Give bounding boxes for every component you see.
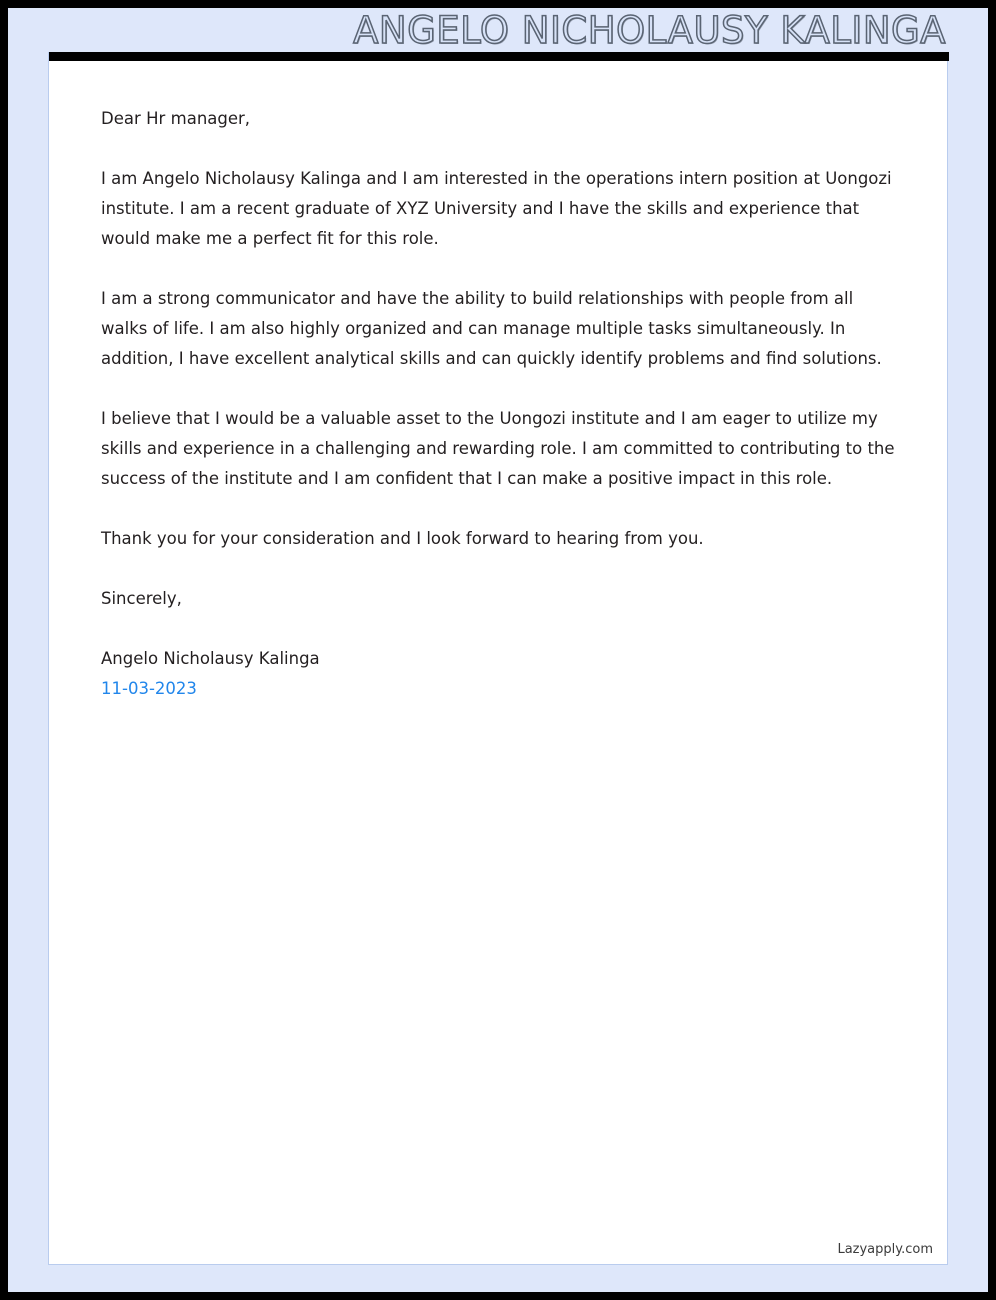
letter-page <box>48 52 948 1265</box>
footer-watermark: Lazyapply.com <box>837 1242 933 1257</box>
letter-body <box>101 104 895 704</box>
spacer <box>101 554 895 584</box>
letter-paragraph-1: I am Angelo Nicholausy Kalinga and I am interested in the operations intern position at Uongozi institute. I am a recent graduate of XYZ University and I have the skills and experience that would make me a perfect fit for this role. <box>101 169 892 248</box>
spacer <box>101 254 895 284</box>
document-frame <box>8 8 988 1292</box>
spacer <box>101 134 895 164</box>
letter-paragraph-4: Thank you for your consideration and I look forward to hearing from you. <box>101 529 704 548</box>
letter-date: 11-03-2023 <box>101 679 197 698</box>
signature-name: Angelo Nicholausy Kalinga <box>101 649 320 668</box>
page-top-rule <box>49 52 949 61</box>
spacer <box>101 614 895 644</box>
spacer <box>101 494 895 524</box>
page-title: ANGELO NICHOLAUSY KALINGA <box>353 8 946 52</box>
letter-paragraph-2: I am a strong communicator and have the ability to build relationships with people from all walks of life. I am also highly organized and can manage multiple tasks simultaneously. In addition, I have excellent analytical skills and can quickly identify problems and find solutions. <box>101 289 882 368</box>
letter-paragraph-3: I believe that I would be a valuable asset to the Uongozi institute and I am eager to utilize my skills and experience in a challenging and rewarding role. I am committed to contributing to the success of the institute and I am confident that I can make a positive impact in this role. <box>101 409 895 488</box>
salutation: Dear Hr manager, <box>101 109 251 128</box>
spacer <box>101 374 895 404</box>
document-header <box>8 8 988 52</box>
closing: Sincerely, <box>101 589 182 608</box>
